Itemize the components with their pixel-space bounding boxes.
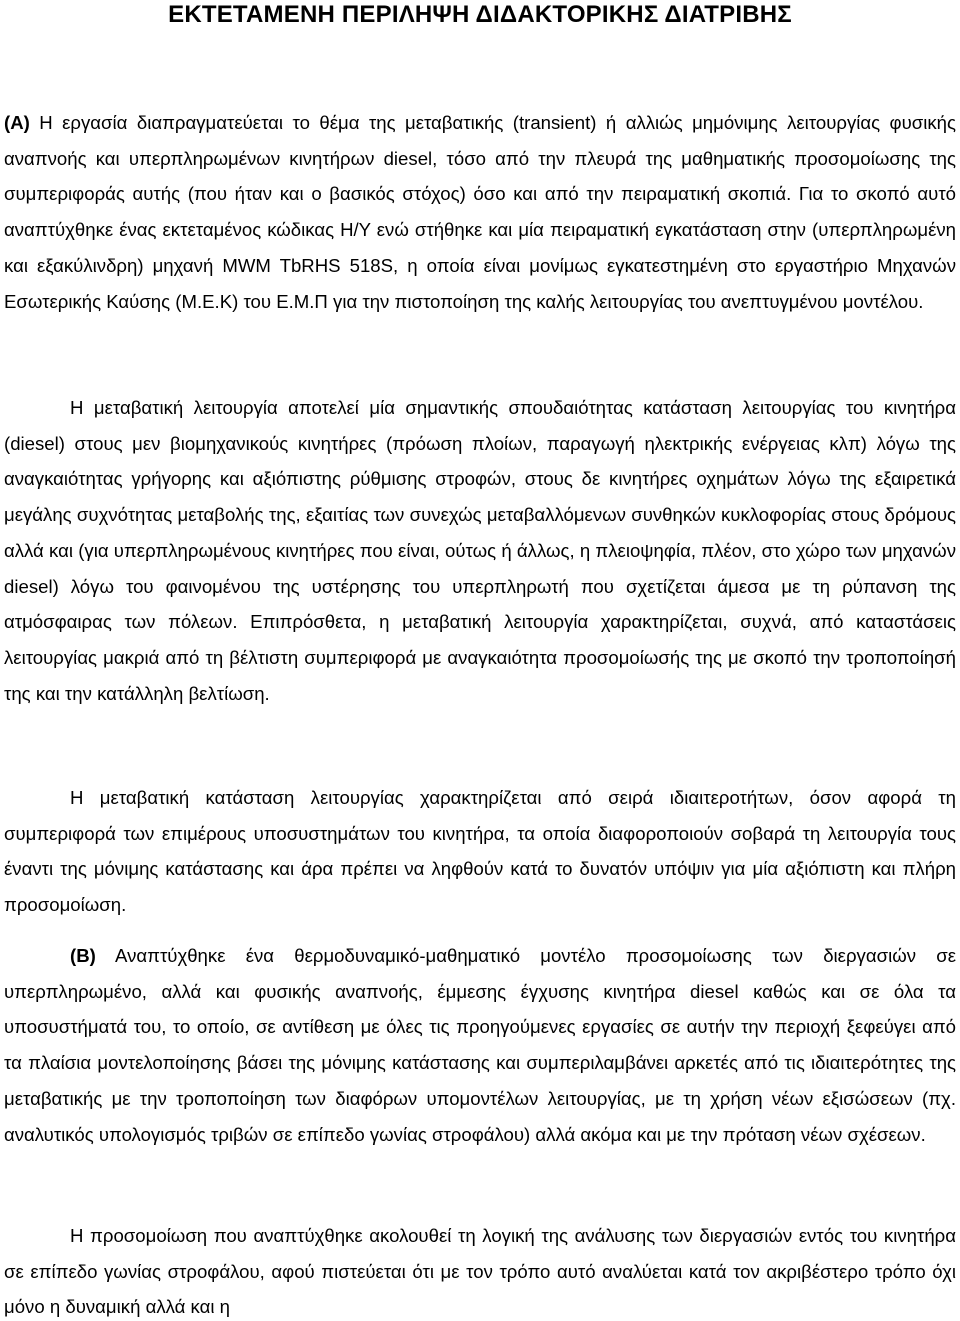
section-a-marker: (Α) xyxy=(4,112,30,133)
paragraph-section-b xyxy=(4,938,956,1152)
section-b-text: Αναπτύχθηκε ένα θερμοδυναμικό-μαθηματικό μοντέλο προσομοίωσης των διεργασιών σε υπερπληρωμένο, αλλά και φυσικής αναπνοής, έμμεσης έγχυσης κινητήρα diesel καθώς και σε όλα τα υποσυστήματά του, το οποίο, σε αντίθεση με όλες τις προηγούμενες εργασίες σε αυτήν την περιοχή ξεφεύγει από τα πλαίσια μοντελοποίησης βάσει της μόνιμης κατάστασης και συμπεριλαμβάνει αρκετές από τις ιδιαιτερότητες της μεταβατικής με την τροποποίηση των διαφόρων υπομοντέλων λειτουργίας, με τη χρήση νέων εξισώσεων (πχ. αναλυτικός υπολογισμός τριβών σε επίπεδο γωνίας στροφάλου) αλλά ακόμα και με την πρόταση νέων σχέσεων. xyxy=(4,945,956,1145)
paragraph-section-a-2: Η μεταβατική λειτουργία αποτελεί μία σημαντικής σπουδαιότητας κατάσταση λειτουργίας του κινητήρα (diesel) στους μεν βιομηχανικούς κινητήρες (πρόωση πλοίων, παραγωγή ηλεκτρικής ενέργειας κλπ) λόγω της αναγκαιότητας γρήγορης και αξιόπιστης ρύθμισης στροφών, στους δε κινητήρες οχημάτων λόγω της εξαιρετικά μεγάλης συχνότητας μεταβολής της, εξαιτίας των συνεχώς μεταβαλλόμενων συνθηκών κυκλοφορίας στους δρόμους αλλά και (για υπερπληρωμένους κινητήρες που είναι, ούτως ή άλλως, η πλειοψηφία, πλέον, στο χώρο των μηχανών diesel) λόγω του φαινομένου της υστέρησης του υπερπληρωτή που σχετίζεται άμεσα με τη ρύπανση της ατμόσφαιρας των πόλεων. Επιπρόσθετα, η μεταβατική λειτουργία χαρακτηρίζεται, συχνά, από καταστάσεις λειτουργίας μακριά από τη βέλτιστη συμπεριφορά με αναγκαιότητα προσομοίωσής της με σκοπό την τροποποίησή της και την κατάλληλη βελτίωση. xyxy=(4,397,956,704)
section-b-marker: (Β) xyxy=(70,945,96,966)
section-a-text: Η εργασία διαπραγματεύεται το θέμα της μεταβατικής (transient) ή αλλιώς μημόνιμης λειτουργίας φυσικής αναπνοής και υπερπληρωμένων κινητήρων diesel, τόσο από την πλευρά της μαθηματικής προσομοίωσης της συμπεριφοράς αυτής (που ήταν και ο βασικός στόχος) όσο και από την πειραματική σκοπιά. Για το σκοπό αυτό αναπτύχθηκε ένας εκτεταμένος κώδικας Η/Υ ενώ στήθηκε και μία πειραματική εγκατάσταση στην (υπερπληρωμένη και εξακύλινδρη) μηχανή MWM TbRHS 518S, η οποία είναι μονίμως εγκατεστημένη στο εργαστήριο Μηχανών Εσωτερικής Καύσης (Μ.Ε.Κ) του Ε.Μ.Π για την πιστοποίηση της καλής λειτουργίας του ανεπτυγμένου μοντέλου. xyxy=(4,112,956,312)
paragraph-section-b-2: Η προσομοίωση που αναπτύχθηκε ακολουθεί τη λογική της ανάλυσης των διεργασιών εντός του κινητήρα σε επίπεδο γωνίας στροφάλου, αφού πιστεύεται ότι με τον τρόπο αυτό αναλύεται κατά τον ακριβέστερο τρόπο όχι μόνο η δυναμική αλλά και η xyxy=(4,1225,956,1318)
paragraph-section-a-3: Η μεταβατική κατάσταση λειτουργίας χαρακτηρίζεται από σειρά ιδιαιτεροτήτων, όσον αφορά τη συμπεριφορά των επιμέρους υποσυστημάτων του κινητήρα, τα οποία διαφοροποιούν σοβαρά τη λειτουργία τους έναντι της μόνιμης κατάστασης και άρα πρέπει να ληφθούν κατά το δυνατόν υπόψιν για μία αξιόπιστη και πλήρη προσομοίωση. xyxy=(4,787,956,916)
paragraph-section-a xyxy=(4,105,956,319)
document-title: ΕΚΤΕΤΑΜΕΝΗ ΠΕΡΙΛΗΨΗ ΔΙΔΑΚΤΟΡΙΚΗΣ ΔΙΑΤΡΙΒΗΣ xyxy=(168,1,792,28)
